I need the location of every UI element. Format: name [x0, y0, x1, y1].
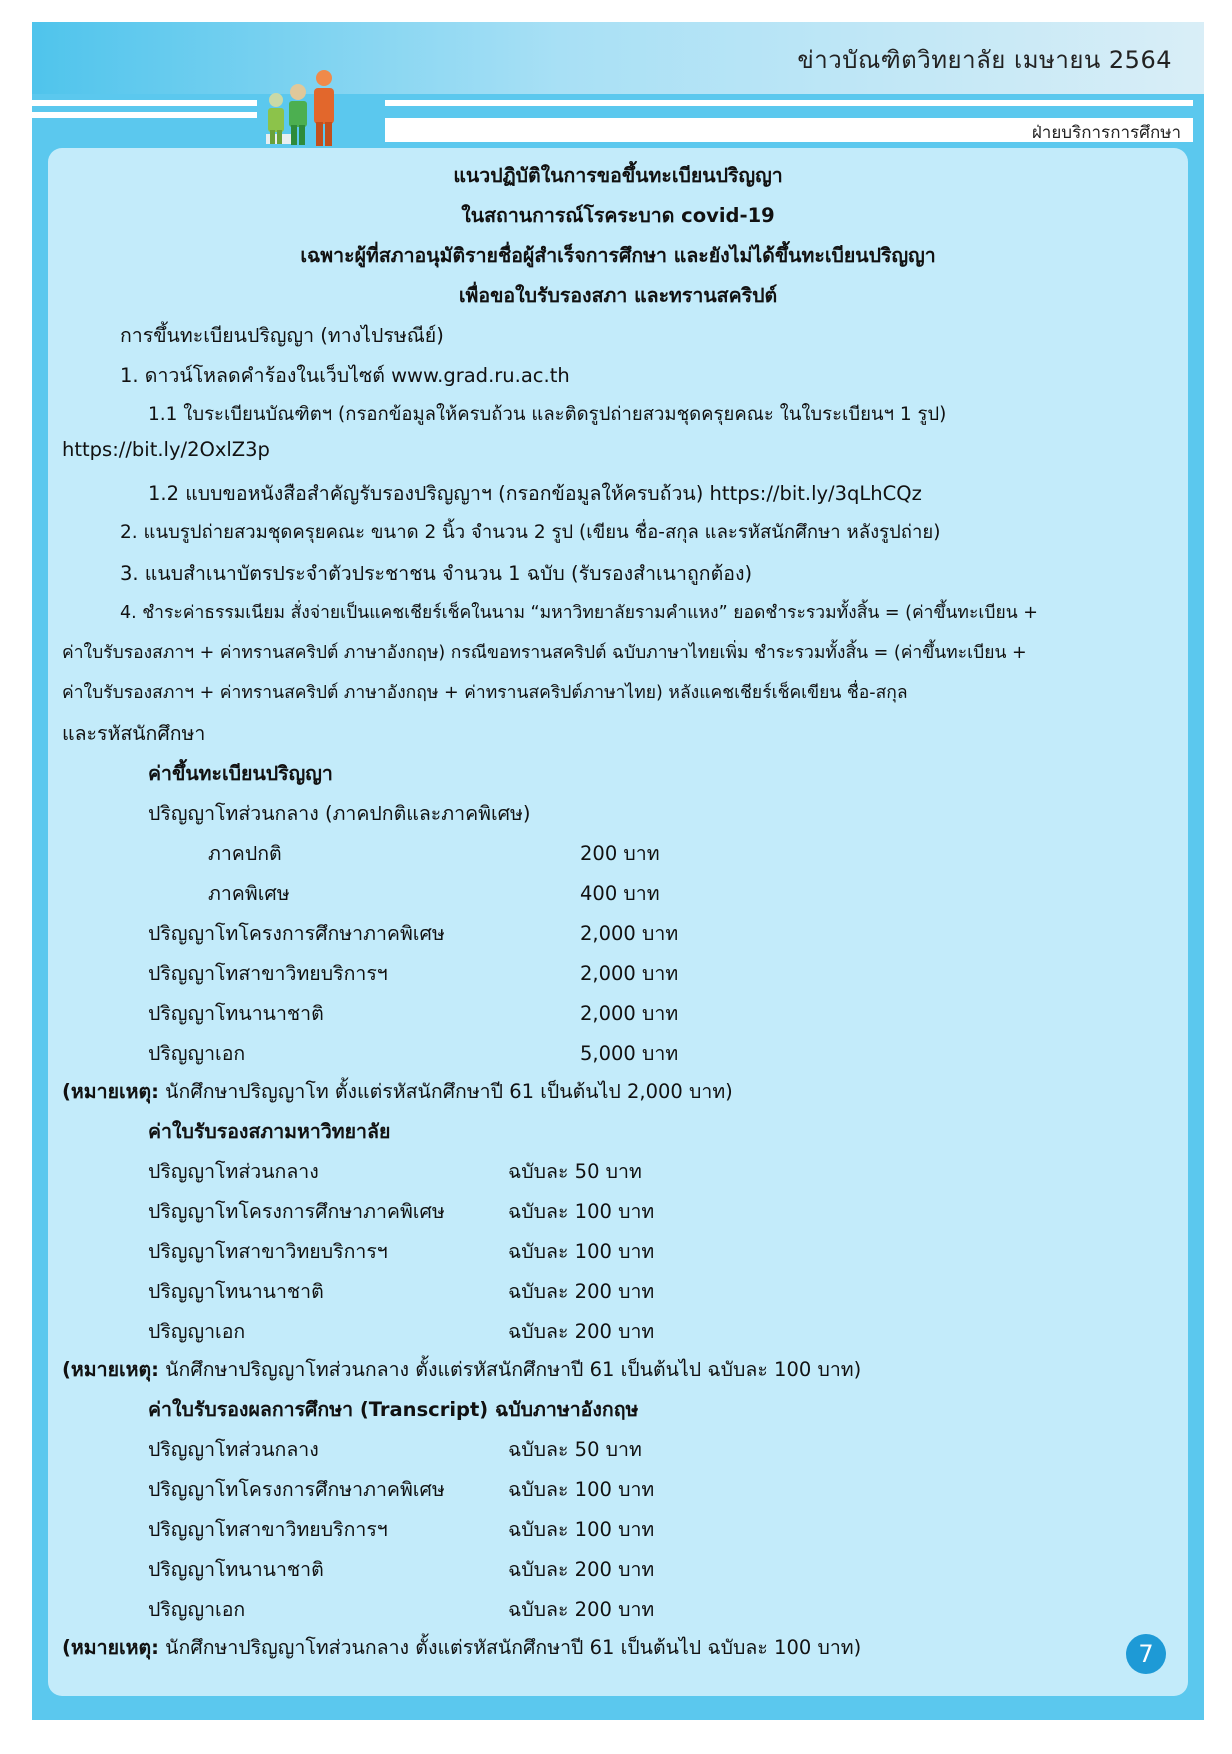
registration-fee-title: ค่าขึ้นทะเบียนปริญญา [148, 762, 333, 785]
fee-value: ฉบับละ 50 บาท [508, 1438, 642, 1461]
fee-label: ปริญญาโทโครงการศึกษาภาคพิเศษ [148, 1200, 445, 1223]
fee-value: ฉบับละ 100 บาท [508, 1240, 655, 1263]
fee-label: ภาคพิเศษ [208, 882, 290, 905]
transcript-fee-title: ค่าใบรับรองผลการศึกษา (Transcript) ฉบับภาษาอังกฤษ [148, 1398, 639, 1421]
people-logo-icon [262, 70, 380, 146]
fee-value: 2,000 บาท [580, 1002, 679, 1025]
heading-line-3: เฉพาะผู้ที่สภาอนุมัติรายชื่อผู้สำเร็จการศึกษา และยังไม่ได้ขึ้นทะเบียนปริญญา [300, 244, 936, 267]
fee-value: ฉบับละ 100 บาท [508, 1200, 655, 1223]
step-2: 2. แนบรูปถ่ายสวมชุดครุยคณะ ขนาด 2 นิ้ว จำนวน 2 รูป (เขียน ชื่อ-สกุล และรหัสนักศึกษา หลังรูปถ่าย) [120, 522, 941, 543]
note-label: (หมายเหตุ: [62, 1080, 159, 1103]
content-panel [48, 148, 1188, 1696]
header-stripe [32, 112, 257, 118]
note-label: (หมายเหตุ: [62, 1636, 159, 1659]
form-link-1[interactable]: https://bit.ly/2OxlZ3p [62, 438, 270, 461]
heading-line-4: เพื่อขอใบรับรองสภา และทรานสคริปต์ [458, 284, 778, 307]
fee-value: 5,000 บาท [580, 1042, 679, 1065]
fee-label: ปริญญาเอก [148, 1320, 246, 1343]
step-3: 3. แนบสำเนาบัตรประจำตัวประชาชน จำนวน 1 ฉบับ (รับรองสำเนาถูกต้อง) [120, 562, 753, 585]
heading-line-2: ในสถานการณ์โรคระบาด covid-19 [461, 204, 775, 227]
department-banner [385, 118, 1193, 142]
note-text: นักศึกษาปริญญาโทส่วนกลาง ตั้งแต่รหัสนักศึกษาปี 61 เป็นต้นไป ฉบับละ 100 บาท) [158, 1358, 862, 1381]
fee-label: ปริญญาโทสาขาวิทยบริการฯ [148, 962, 388, 985]
step-1-1: 1.1 ใบระเบียนบัณฑิตฯ (กรอกข้อมูลให้ครบถ้วน และติดรูปถ่ายสวมชุดครุยคณะ ในใบระเบียนฯ 1 รูป) [148, 404, 947, 425]
note-text: นักศึกษาปริญญาโท ตั้งแต่รหัสนักศึกษาปี 61 เป็นต้นไป 2,000 บาท) [158, 1080, 733, 1103]
fee-value: 2,000 บาท [580, 922, 679, 945]
fee-value: ฉบับละ 200 บาท [508, 1280, 655, 1303]
header-stripe [385, 100, 1193, 106]
fee-label: ปริญญาโทนานาชาติ [148, 1280, 324, 1303]
fee-label: ปริญญาโทส่วนกลาง [148, 1160, 319, 1183]
fee-value: 2,000 บาท [580, 962, 679, 985]
fee-value: ฉบับละ 100 บาท [508, 1518, 655, 1541]
page-number-badge: 7 [1126, 1634, 1166, 1674]
fee-label: ปริญญาโทสาขาวิทยบริการฯ [148, 1240, 388, 1263]
fee-label: ปริญญาโทสาขาวิทยบริการฯ [148, 1518, 388, 1541]
fee-label: ปริญญาเอก [148, 1042, 246, 1065]
fee-value: 200 บาท [580, 842, 660, 865]
intro-text: การขึ้นทะเบียนปริญญา (ทางไปรษณีย์) [120, 324, 444, 347]
fee-label: ปริญญาโทนานาชาติ [148, 1558, 324, 1581]
department-label: ฝ่ายบริการการศึกษา [1031, 123, 1181, 143]
fee-value: ฉบับละ 100 บาท [508, 1478, 655, 1501]
fee-label: ปริญญาโทโครงการศึกษาภาคพิเศษ [148, 922, 445, 945]
council-cert-fee-title: ค่าใบรับรองสภามหาวิทยาลัย [148, 1120, 391, 1143]
registration-note [62, 1076, 733, 1107]
step-4-line-2: ค่าใบรับรองสภาฯ + ค่าทรานสคริปต์ ภาษาอังกฤษ) กรณีขอทรานสคริปต์ ฉบับภาษาไทยเพิ่ม ชำระรวมทั้งสิ้น = (ค่าขึ้นทะเบียน + [62, 643, 1027, 663]
fee-value: ฉบับละ 200 บาท [508, 1320, 655, 1343]
fee-value: 400 บาท [580, 882, 660, 905]
registration-fee-group: ปริญญาโทส่วนกลาง (ภาคปกติและภาคพิเศษ) [148, 802, 531, 825]
fee-label: ปริญญาเอก [148, 1598, 246, 1621]
fee-value: ฉบับละ 200 บาท [508, 1558, 655, 1581]
fee-value: ฉบับละ 50 บาท [508, 1160, 642, 1183]
fee-label: ภาคปกติ [208, 842, 282, 865]
fee-label: ปริญญาโทส่วนกลาง [148, 1438, 319, 1461]
heading-line-1: แนวปฏิบัติในการขอขึ้นทะเบียนปริญญา [453, 164, 783, 187]
header-stripe [32, 100, 257, 106]
transcript-note [62, 1632, 861, 1663]
note-text: นักศึกษาปริญญาโทส่วนกลาง ตั้งแต่รหัสนักศึกษาปี 61 เป็นต้นไป ฉบับละ 100 บาท) [158, 1636, 862, 1659]
step-1: 1. ดาวน์โหลดคำร้องในเว็บไซต์ www.grad.ru.ac.th [120, 364, 570, 387]
step-4-line-3: ค่าใบรับรองสภาฯ + ค่าทรานสคริปต์ ภาษาอังกฤษ + ค่าทรานสคริปต์ภาษาไทย) หลังแคชเชียร์เช็คเขียน ชื่อ-สกุล [62, 683, 908, 703]
note-label: (หมายเหตุ: [62, 1358, 159, 1381]
newsletter-title: ข่าวบัณฑิตวิทยาลัย เมษายน 2564 [797, 46, 1172, 74]
council-cert-note [62, 1354, 861, 1385]
fee-label: ปริญญาโทโครงการศึกษาภาคพิเศษ [148, 1478, 445, 1501]
fee-label: ปริญญาโทนานาชาติ [148, 1002, 324, 1025]
step-1-2: 1.2 แบบขอหนังสือสำคัญรับรองปริญญาฯ (กรอกข้อมูลให้ครบถ้วน) https://bit.ly/3qLhCQz [148, 482, 922, 505]
step-4-line-1: 4. ชำระค่าธรรมเนียม สั่งจ่ายเป็นแคชเชียร์เช็คในนาม “มหาวิทยาลัยรามคำแหง” ยอดชำระรวมทั้งสิ้น = (ค่าขึ้นทะเบียน + [120, 603, 1038, 623]
fee-value: ฉบับละ 200 บาท [508, 1598, 655, 1621]
step-4-line-4: และรหัสนักศึกษา [62, 722, 206, 745]
